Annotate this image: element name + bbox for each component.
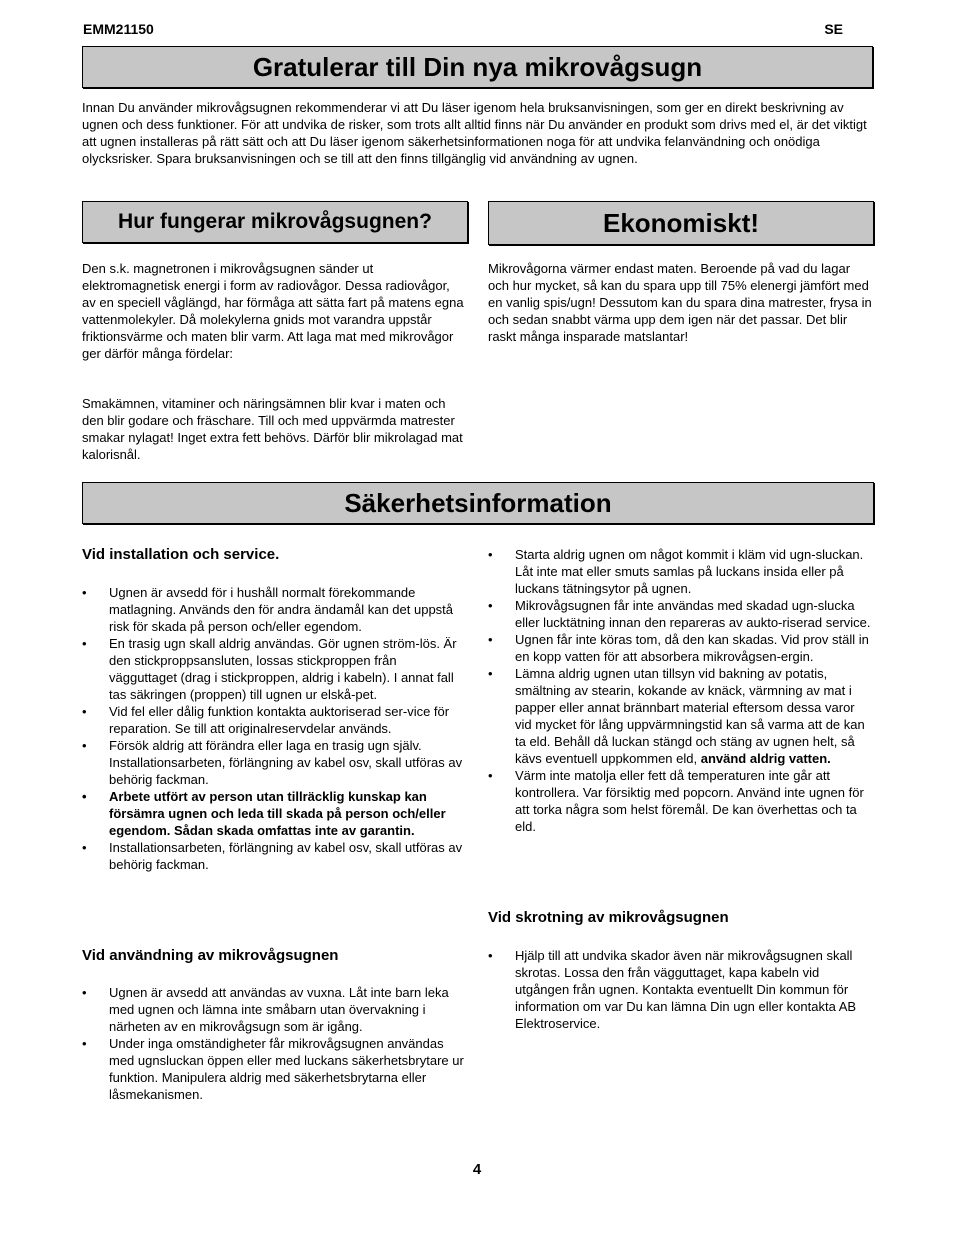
how-paragraph-1: Den s.k. magnetronen i mikrovågsugnen sänder ut elektromagnetisk energi i form av radiovågor. Dessa radiovågor, av en speciell våglängd, har förmåga att sätta fart på matens egna vattenmolekyler. Då molekylerna gnids mot varandra uppstår friktionsvärme och maten blir varm. Att laga mat med mikrovågor ger därför många fördelar: xyxy=(82,261,464,361)
scrap-list xyxy=(488,947,874,1032)
list-item: • Värm inte matolja eller fett då temperaturen inte går att kontrollera. Var försiktig med popcorn. Använd inte ugnen för att torka några som helst föremål. De kan överhettas och ta eld. xyxy=(488,767,874,835)
list-item: • Vid fel eller dålig funktion kontakta auktoriserad ser-vice för reparation. Se till att originalreservdelar används. xyxy=(82,703,467,737)
page-number: 4 xyxy=(472,1161,482,1178)
intro-title: Gratulerar till Din nya mikrovågsugn xyxy=(82,46,873,88)
safety-title: Säkerhetsinformation xyxy=(82,482,874,524)
list-item: • En trasig ugn skall aldrig användas. Gör ugnen ström-lös. Är den stickproppsansluten, lossas stickproppen från vägguttaget (drag i stickproppen, aldrig i kabeln). I annat fall tas säkringen (proppen) till ugnen ur elskå-pet. xyxy=(82,635,467,703)
how-title: Hur fungerar mikrovågsugnen? xyxy=(82,201,468,243)
usage-heading: Vid användning av mikrovågsugnen xyxy=(82,947,339,964)
list-item: • Hjälp till att undvika skador även när mikrovågsugnen skall skrotas. Lossa den från vägguttaget, kapa kabeln vid utgången från ugnen. Kontakta eventuellt Din kommun för information om var Du kan lämna Din ugn eller kontakta AB Elektroservice. xyxy=(488,947,874,1032)
list-item: • Ugnen är avsedd för i hushåll normalt förekommande matlagning. Används den för andra ändamål kan det uppstå risk för skada på person och/eller egendom. xyxy=(82,584,467,635)
usage-list xyxy=(82,984,467,1103)
intro-text: Innan Du använder mikrovågsugnen rekommenderar vi att Du läser igenom hela bruksanvisningen, som ger en direkt beskrivning av ugnen och dess funktioner. För att undvika de risker, som trots allt alltid finns när Du använder en produkt som drivs med el, är det viktigt att ugnen installeras på rätt sätt och att Du läser igenom säkerhetsinformationen noga för att undvika felanvändning och onödiga olycksrisker. Spara bruksanvisningen och se till att den finns tillgänglig vid användning av ugnen. xyxy=(82,100,867,166)
eco-text: Mikrovågorna värmer endast maten. Beroende på vad du lagar och hur mycket, så kan du spara upp till 75% elenergi jämfört med en vanlig spis/ugn! Dessutom kan du spara dina matrester, frysa in och sedan snabbt värma upp dem igen när det passar. Det blir raskt många insparade matslantar! xyxy=(488,261,872,344)
list-item: • Starta aldrig ugnen om något kommit i kläm vid ugn-sluckan. Låt inte mat eller smuts samlas på luckans insida eller på luckans tätningsytor på ugnen. xyxy=(488,546,874,597)
language-code: SE xyxy=(824,21,843,37)
list-item: • Ugnen får inte köras tom, då den kan skadas. Vid prov ställ in en kopp vatten för att absorbera mikrovågsen-ergin. xyxy=(488,631,874,665)
install-heading: Vid installation och service. xyxy=(82,546,280,563)
safety-list-right xyxy=(488,546,874,835)
list-item xyxy=(488,665,874,767)
list-item: • Installationsarbeten, förlängning av kabel osv, skall utföras av behörig fackman. xyxy=(82,839,467,873)
list-item: • Arbete utfört av person utan tillräcklig kunskap kan försämra ugnen och leda till skada på person och/eller egendom. Sådan skada omfattas inte av garantin. xyxy=(82,788,467,839)
baking-warning-bold: använd aldrig vatten. xyxy=(700,751,831,766)
list-item: • Mikrovågsugnen får inte användas med skadad ugn-slucka eller lucktätning innan den repareras av aukto-riserad service. xyxy=(488,597,874,631)
list-item: • Försök aldrig att förändra eller laga en trasig ugn själv. Installationsarbeten, förlängning av kabel osv, skall utföras av behörig fackman. xyxy=(82,737,467,788)
list-item: • Under inga omständigheter får mikrovågsugnen användas med ugnsluckan öppen eller med luckans säkerhetsbrytare ur funktion. Manipulera aldrig med säkerhetsbrytarna eller låsmekanismen. xyxy=(82,1035,467,1103)
scrap-heading: Vid skrotning av mikrovågsugnen xyxy=(488,909,729,926)
how-paragraph-2: Smakämnen, vitaminer och näringsämnen blir kvar i maten och den blir godare och fräschare. Till och med uppvärmda matrester smakar nylagat! Inget extra fett behövs. Därför blir mikrolagad mat kalorisnål. xyxy=(82,396,463,462)
install-list xyxy=(82,584,467,873)
list-item: • Ugnen är avsedd att användas av vuxna. Låt inte barn leka med ugnen och lämna inte småbarn utan övervakning i närheten av en mikrovågsugn som är igång. xyxy=(82,984,467,1035)
eco-title: Ekonomiskt! xyxy=(488,201,874,245)
model-number: EMM21150 xyxy=(83,21,154,37)
baking-warning-text: Lämna aldrig ugnen utan tillsyn vid bakning av potatis, smältning av stearin, kokande av knäck, värmning av mat i papper eller annat brännbart material eftersom dessa varor vid mycket för lång uppvärmningstid kan så varma att de kan ta eld. Behåll då luckan stängd och stäng av ugnen helt, så kävs eventuell uppkommen eld, xyxy=(515,666,865,766)
